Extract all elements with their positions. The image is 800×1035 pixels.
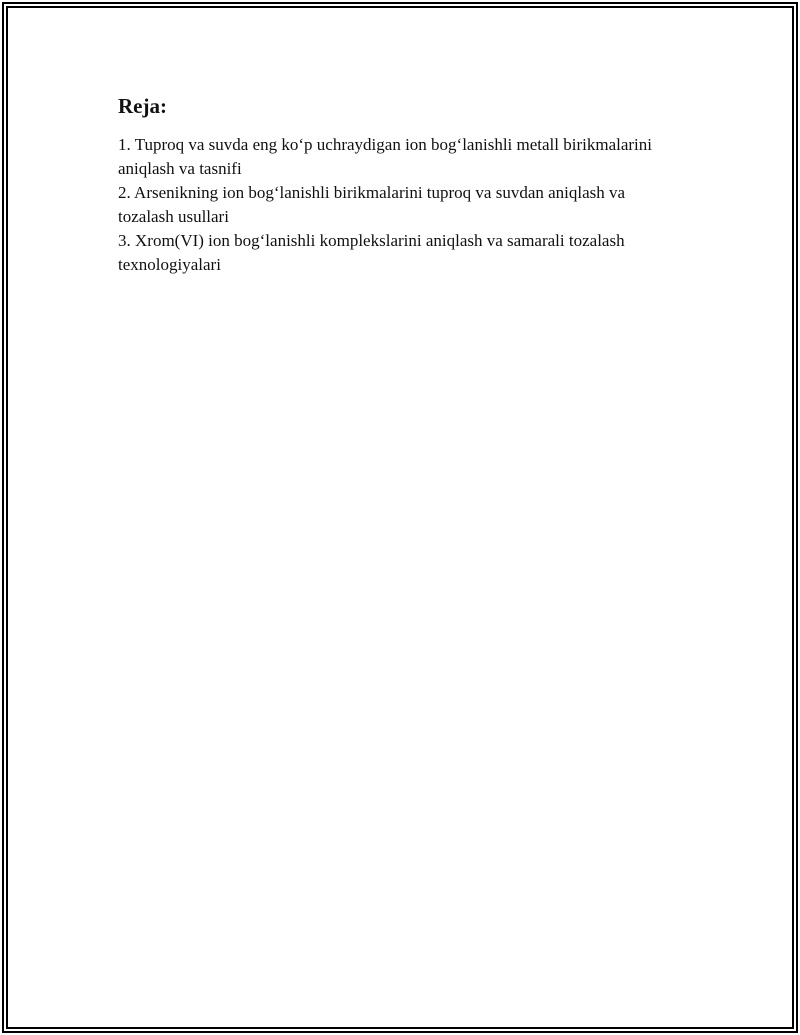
- document-content: [118, 93, 678, 277]
- plan-list: [118, 133, 678, 277]
- plan-item-2: 2. Arsenikning ion bog‘lanishli birikmalarini tuproq va suvdan aniqlash va tozalash usullari: [118, 183, 626, 226]
- plan-item-1: 1. Tuproq va suvda eng ko‘p uchraydigan ion bog‘lanishli metall birikmalarini aniqlash va tasnifi: [118, 135, 652, 178]
- plan-heading: Reja:: [118, 94, 167, 118]
- plan-item-3: 3. Xrom(VI) ion bog‘lanishli komplekslarini aniqlash va samarali tozalash texnologiyalari: [118, 231, 625, 274]
